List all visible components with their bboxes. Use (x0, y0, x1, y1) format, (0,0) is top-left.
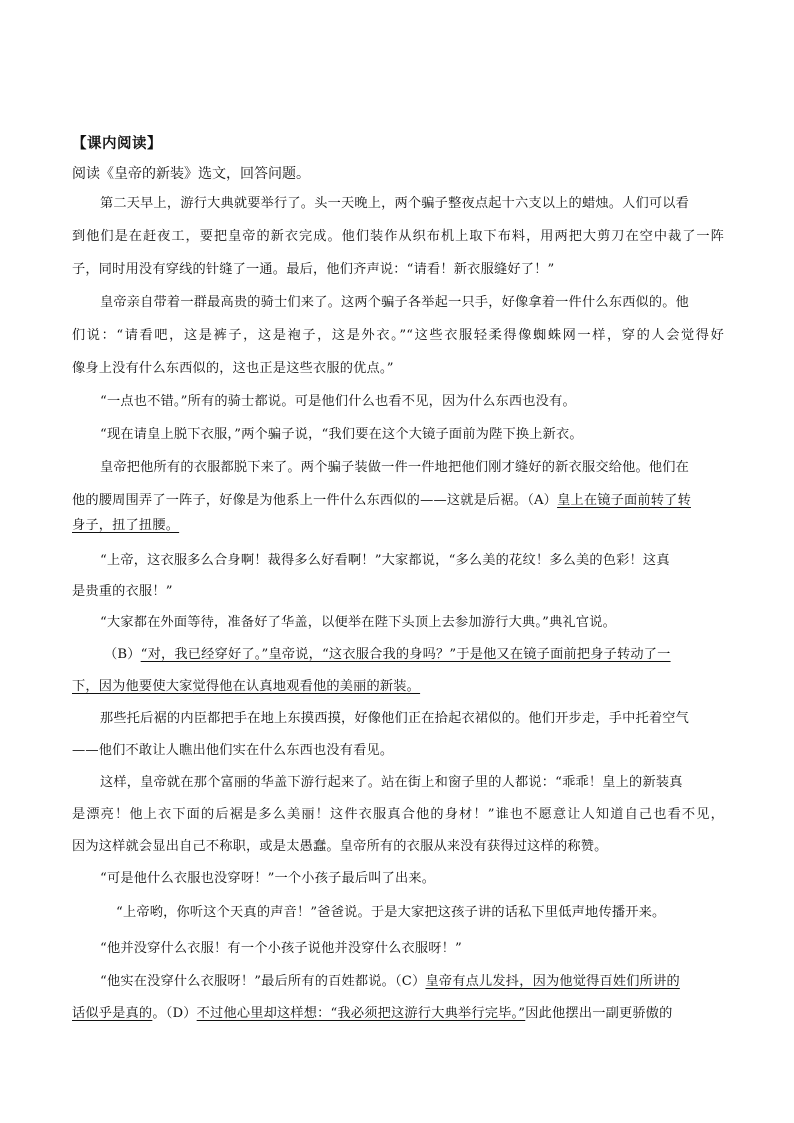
text-line: 到他们是在赶夜工，要把皇帝的新衣完成。他们装作从织布机上取下布料，用两把大剪刀在空中裁了一阵 (72, 229, 724, 244)
text-line: 子，同时用没有穿线的针缝了一通。最后，他们齐声说：“请看！新衣服缝好了！” (72, 262, 555, 277)
text-line: 是漂亮！他上衣下面的后裾是多么美丽！这件衣服真合他的身材！”谁也不愿意让人知道自己也看不见， (72, 807, 724, 822)
text-line: 像身上没有什么东西似的，这也正是这些衣服的优点。” (72, 361, 394, 376)
text-line: 他的腰周围弄了一阵子，好像是为他系上一件什么东西似的——这就是后裾。（A）皇上在镜子面前转了转 (72, 493, 691, 508)
text-line: 这样，皇帝就在那个富丽的华盖下游行起来了。站在街上和窗子里的人都说：“乖乖！皇上的新装真 (100, 775, 683, 790)
text-line (72, 516, 724, 536)
text-line: 话似乎是真的。（D）不过他心里却这样想：“我必须把这游行大典举行完毕。”因此他摆出一副更骄傲的 (72, 1006, 673, 1021)
text-line: “上帝哟，你听这个天真的声音！”爸爸说。于是大家把这孩子讲的话私下里低声地传播开来。 (116, 905, 666, 920)
underlined-sentence-c: 皇帝有点儿发抖，因为他觉得百姓们所讲的 (425, 974, 680, 989)
text-line: “上帝，这衣服多么合身啊！裁得多么好看啊！”大家都说，“多么美的花纹！多么美的色彩！这真 (100, 553, 670, 568)
text-line: 那些托后裾的内臣都把手在地上东摸西摸，好像他们正在拾起衣裙似的。他们开步走，手中托着空气 (100, 711, 690, 726)
text-line: “一点也不错。”所有的骑士都说。可是他们什么也看不见，因为什么东西也没有。 (100, 394, 576, 409)
underlined-sentence-a-cont: 身子，扭了扭腰。 (72, 518, 180, 533)
underlined-sentence-c-cont: 话似乎是真的 (72, 1006, 153, 1021)
text-line: “可是他什么衣服也没穿呀！”一个小孩子最后叫了出来。 (100, 871, 436, 886)
text-line: 是贵重的衣服！” (72, 584, 173, 599)
underlined-sentence-d: 不过他心里却这样想：“我必须把这游行大典举行完毕。” (196, 1006, 526, 1021)
text-line: 们说：“请看吧，这是裤子，这是袍子，这是外衣。”“这些衣服轻柔得像蜘蛛网一样，穿的人会觉得好 (72, 328, 724, 343)
text-line: 皇帝把他所有的衣服都脱下来了。两个骗子装做一件一件地把他们刚才缝好的新衣服交给他。他们在 (100, 460, 690, 475)
text-line: “大家都在外面等待，准备好了华盖，以便举在陛下头顶上去参加游行大典。”典礼官说。 (100, 615, 617, 630)
section-heading: 【课内阅读】 (72, 136, 162, 152)
text-line: 第二天早上，游行大典就要举行了。头一天晚上，两个骗子整夜点起十六支以上的蜡烛。人们可以看 (100, 196, 690, 211)
text-line: 因为这样就会显出自己不称职，或是太愚蠢。皇帝所有的衣服从来没有获得过这样的称赞。 (72, 839, 608, 854)
text-line: ——他们不敢让人瞧出他们实在什么东西也没有看见。 (72, 743, 394, 758)
text-line: “他实在没穿什么衣服呀！”最后所有的百姓都说。（C）皇帝有点儿发抖，因为他觉得百姓们所讲的 (100, 974, 680, 989)
underlined-sentence-b: “对，我已经穿好了。”皇帝说，“这衣服合我的身吗？”于是他又在镜子面前把身子转动了一 (140, 647, 671, 662)
text-line (72, 677, 724, 697)
text-line: （B）“对，我已经穿好了。”皇帝说，“这衣服合我的身吗？”于是他又在镜子面前把身子转动了一 (104, 647, 671, 662)
underlined-sentence-a: 皇上在镜子面前转了转 (557, 493, 691, 508)
text-line: “现在请皇上脱下衣服，”两个骗子说，“我们要在这个大镜子面前为陛下换上新衣。 (100, 427, 583, 442)
reading-instruction: 阅读《皇帝的新装》选文，回答问题。 (72, 166, 310, 182)
text-line: 皇帝亲自带着一群最高贵的骑士们来了。这两个骗子各举起一只手，好像拿着一件什么东西似的。他 (100, 295, 690, 310)
text-line: “他并没穿什么衣服！有一个小孩子说他并没穿什么衣服呀！” (100, 941, 462, 956)
underlined-sentence-b-cont: 下，因为他要使大家觉得他在认真地观看他的美丽的新装。 (72, 679, 421, 694)
